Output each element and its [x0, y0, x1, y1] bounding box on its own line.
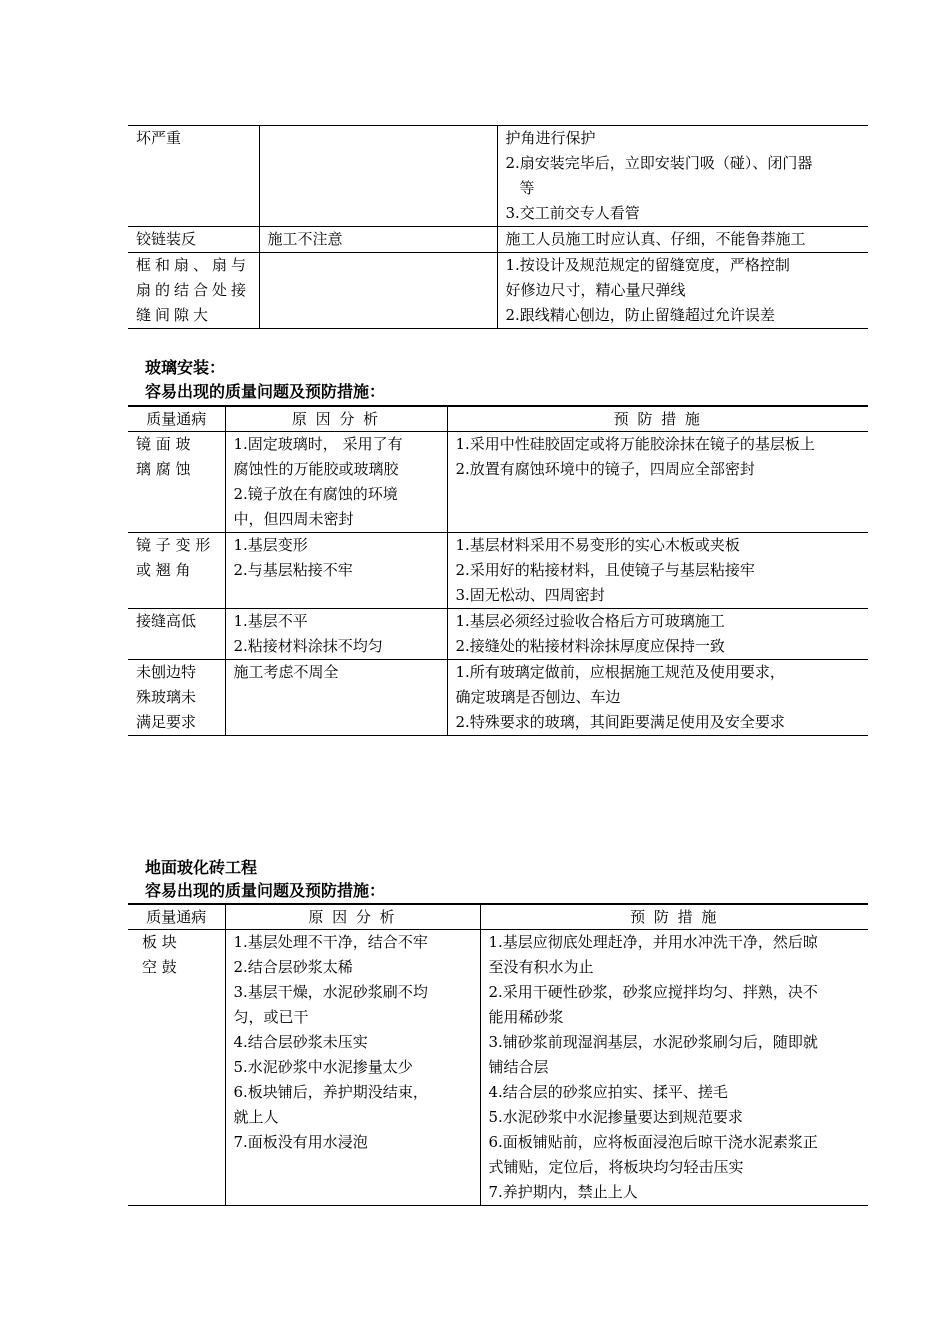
cell-line: 铰链装反 [136, 230, 197, 248]
tile-quality-table-body [128, 904, 868, 1206]
problem-cell [128, 533, 225, 609]
cell-line: 施工考虑不周全 [233, 663, 339, 681]
tile-quality-table [128, 903, 868, 1206]
problem-cell [128, 609, 225, 660]
header-prevention: 预 防 措 施 [480, 904, 868, 930]
problem-cell [128, 432, 225, 533]
cell-line: 护角进行保护 [505, 129, 596, 147]
cell-line: 坏严重 [136, 129, 182, 147]
cell-line: 7.面板没有用水浸泡 [233, 1133, 368, 1151]
cause-cell [225, 930, 480, 1206]
cell-line: 5.水泥砂浆中水泥掺量太少 [233, 1058, 413, 1076]
cell-line: 就上人 [233, 1108, 279, 1126]
cell-line: 满足要求 [136, 713, 197, 731]
cell-line: 6.面板铺贴前，应将板面浸泡后晾干浇水泥素浆正 [488, 1133, 818, 1151]
cell-line: 2.结合层砂浆太稀 [233, 958, 353, 976]
cell-line: 1.基层应彻底处理赶净，并用水冲洗干净，然后晾 [488, 933, 818, 951]
cell-line: 4.结合层的砂浆应拍实、揉平、搓毛 [488, 1083, 728, 1101]
table-row [128, 432, 868, 533]
cell-line: 1.基层材料采用不易变形的实心木板或夹板 [455, 536, 740, 554]
table-row [128, 660, 868, 736]
prevention-cell [447, 660, 868, 736]
cell-line: 2.跟线精心刨边，防止留缝超过允许误差 [505, 306, 775, 324]
table-header-row [128, 904, 868, 930]
problem-cell [128, 227, 259, 253]
cell-line: 施工人员施工时应认真、仔细，不能鲁莽施工 [505, 230, 806, 248]
cell-line: 好修边尺寸，精心量尺弹线 [505, 281, 686, 299]
cell-line: 6.板块铺后，养护期没结束， [233, 1083, 428, 1101]
cell-line: 确定玻璃是否刨边、车边 [455, 688, 621, 706]
cell-line: 2.特殊要求的玻璃，其间距要满足使用及安全要求 [455, 713, 785, 731]
cell-line: 1.基层必须经过验收合格后方可玻璃施工 [455, 612, 725, 630]
cell-line: 1.所有玻璃定做前，应根据施工规范及使用要求， [455, 663, 785, 681]
table-row [128, 609, 868, 660]
cell-line: 铺结合层 [488, 1058, 549, 1076]
cell-line: 5.水泥砂浆中水泥掺量要达到规范要求 [488, 1108, 743, 1126]
header-problem: 质量通病 [128, 406, 225, 432]
cell-line: 7.养护期内，禁止上人 [488, 1183, 638, 1201]
cause-cell [225, 609, 447, 660]
cell-line: 等 [519, 179, 535, 197]
prevention-cell [480, 930, 868, 1206]
prevention-cell [447, 533, 868, 609]
header-cause: 原 因 分 析 [225, 904, 480, 930]
cell-line: 接缝高低 [136, 612, 197, 630]
cell-line: 殊玻璃未 [136, 688, 197, 706]
cause-cell [259, 227, 497, 253]
prevention-cell [497, 126, 868, 227]
glass-quality-table-body [128, 406, 868, 736]
table-row [128, 227, 868, 253]
section-title: 玻璃安装： [145, 358, 226, 377]
cause-cell [225, 432, 447, 533]
header-prevention: 预 防 措 施 [447, 406, 868, 432]
cell-line: 4.结合层砂浆未压实 [233, 1033, 368, 1051]
cell-line: 3.交工前交专人看管 [505, 204, 640, 222]
cell-line: 1.按设计及规范规定的留缝宽度，严格控制 [505, 256, 790, 274]
cell-line: 2.放置有腐蚀环境中的镜子，四周应全部密封 [455, 460, 755, 478]
cell-line: 3.铺砂浆前现湿润基层，水泥砂浆刷匀后，随即就 [488, 1033, 818, 1051]
cell-line: 中，但四周未密封 [233, 510, 354, 528]
cell-line: 未刨边特 [136, 663, 197, 681]
cell-line: 2.粘接材料涂抹不均匀 [233, 637, 383, 655]
cell-line: 至没有积水为止 [488, 958, 594, 976]
cell-line: 匀，或已干 [233, 1008, 309, 1026]
cell-line: 2.采用干硬性砂浆，砂浆应搅拌均匀、拌熟，决不 [488, 983, 818, 1001]
cell-line: 空 鼓 [142, 958, 177, 976]
cause-cell [259, 253, 497, 329]
prevention-cell [447, 609, 868, 660]
cell-line: 镜 面 玻 [136, 435, 191, 453]
prevention-cell [497, 227, 868, 253]
cell-line: 缝间隙大 [136, 306, 213, 324]
cell-line: 1.基层不平 [233, 612, 308, 630]
problem-cell [128, 660, 225, 736]
header-cause: 原 因 分 析 [225, 406, 447, 432]
cell-line: 2.镜子放在有腐蚀的环境 [233, 485, 398, 503]
cause-cell [225, 660, 447, 736]
table-row [128, 253, 868, 329]
cell-line: 扇的结合处接 [136, 281, 251, 299]
cell-line: 框和扇、扇与 [136, 256, 251, 274]
cell-line: 施工不注意 [267, 230, 343, 248]
cell-line: 板 块 [142, 933, 177, 951]
problem-cell [128, 126, 259, 227]
cell-line: 式铺贴，定位后，将板块均匀轻击压实 [488, 1158, 744, 1176]
cell-line: 1.基层处理不干净，结合不牢 [233, 933, 428, 951]
cause-cell [259, 126, 497, 227]
problem-cell [128, 253, 259, 329]
door-quality-table [128, 125, 868, 329]
cell-line: 2.接缝处的粘接材料涂抹厚度应保持一致 [455, 637, 725, 655]
cell-line: 2.与基层粘接不牢 [233, 561, 353, 579]
header-problem: 质量通病 [128, 904, 225, 930]
cell-line: 1.固定玻璃时， 采用了有 [233, 435, 403, 453]
prevention-cell [497, 253, 868, 329]
cell-line: 1.基层变形 [233, 536, 308, 554]
section-subtitle: 容易出现的质量问题及预防措施： [145, 881, 386, 900]
cell-line: 镜 子 变 形 [136, 536, 211, 554]
table-row [128, 930, 868, 1206]
section-title: 地面玻化砖工程 [145, 858, 258, 877]
cell-line: 能用稀砂浆 [488, 1008, 564, 1026]
cell-line: 3.固无松动、四周密封 [455, 586, 605, 604]
cell-line: 2.扇安装完毕后，立即安装门吸（碰）、闭门器 [505, 154, 813, 172]
cell-line: 2.采用好的粘接材料，且使镜子与基层粘接牢 [455, 561, 755, 579]
door-quality-table-body [128, 126, 868, 329]
problem-cell [128, 930, 225, 1206]
table-row [128, 533, 868, 609]
cell-line: 3.基层干燥，水泥砂浆刷不均 [233, 983, 428, 1001]
cell-line: 或 翘 角 [136, 561, 191, 579]
prevention-cell [447, 432, 868, 533]
table-row [128, 126, 868, 227]
section-subtitle: 容易出现的质量问题及预防措施： [145, 382, 386, 401]
cause-cell [225, 533, 447, 609]
cell-line: 璃 腐 蚀 [136, 460, 191, 478]
table-header-row [128, 406, 868, 432]
cell-line: 1.采用中性硅胶固定或将万能胶涂抹在镜子的基层板上 [455, 435, 815, 453]
glass-quality-table [128, 405, 868, 736]
cell-line: 腐蚀性的万能胶或玻璃胶 [233, 460, 399, 478]
